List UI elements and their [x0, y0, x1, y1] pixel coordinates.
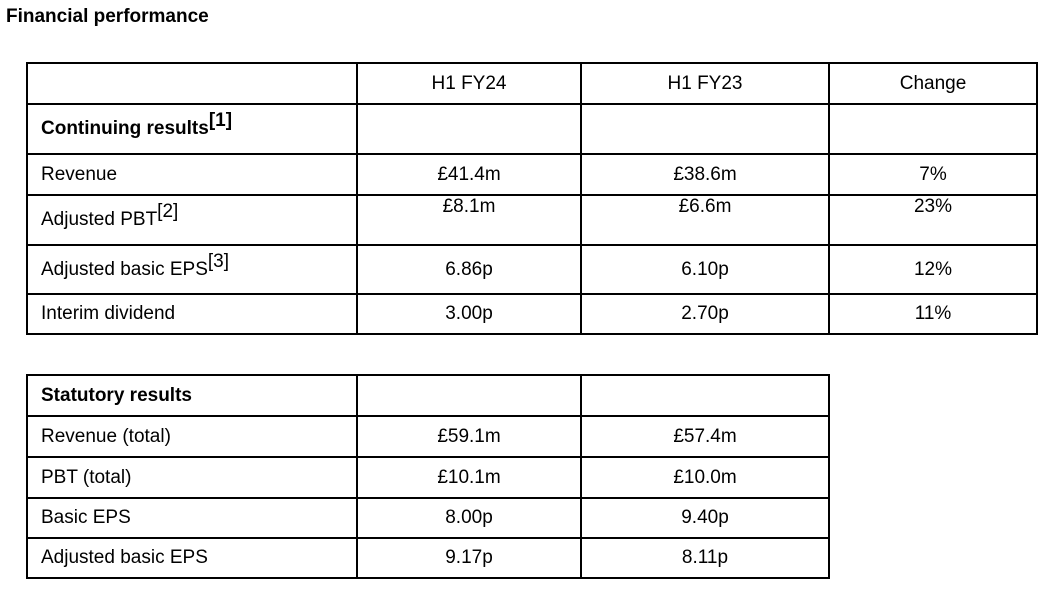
table-header-row [27, 63, 1037, 104]
row-label: Adjusted basic EPS [27, 538, 357, 578]
value-h1-fy23: £6.6m [581, 195, 829, 245]
row-label: Adjusted PBT [41, 209, 158, 230]
empty-cell [357, 104, 581, 154]
section-row-statutory [27, 375, 829, 416]
table-row [27, 538, 829, 578]
value-h1-fy23: £38.6m [581, 154, 829, 195]
page-title: Financial performance [6, 6, 209, 27]
row-label-cell [27, 195, 357, 245]
empty-cell [357, 375, 581, 416]
value-h1-fy23: £10.0m [581, 457, 829, 498]
row-label-cell [27, 245, 357, 294]
row-label: Adjusted basic EPS [41, 258, 208, 280]
value-h1-fy24: 3.00p [357, 294, 581, 334]
value-change: 7% [829, 154, 1037, 195]
continuing-results-table [26, 62, 1038, 335]
value-h1-fy23: 8.11p [581, 538, 829, 578]
section-label: Continuing results [41, 118, 209, 139]
section-row-continuing [27, 104, 1037, 154]
header-cell-change: Change [829, 63, 1037, 104]
table-row [27, 457, 829, 498]
value-h1-fy24: £10.1m [357, 457, 581, 498]
value-h1-fy23: £57.4m [581, 416, 829, 457]
table-row [27, 154, 1037, 195]
header-cell-h1-fy23: H1 FY23 [581, 63, 829, 104]
value-h1-fy24: 6.86p [357, 245, 581, 294]
empty-cell [581, 104, 829, 154]
value-change: 23% [829, 195, 1037, 245]
section-label: Statutory results [27, 375, 357, 416]
table-row [27, 498, 829, 538]
row-label: Revenue (total) [27, 416, 357, 457]
value-h1-fy24: 8.00p [357, 498, 581, 538]
statutory-results-table [26, 374, 830, 579]
value-h1-fy24: £8.1m [357, 195, 581, 245]
value-h1-fy23: 2.70p [581, 294, 829, 334]
footnote-marker: [2] [157, 201, 179, 222]
footnote-marker: [3] [207, 250, 229, 272]
value-change: 12% [829, 245, 1037, 294]
value-h1-fy24: £41.4m [357, 154, 581, 195]
value-h1-fy24: 9.17p [357, 538, 581, 578]
header-cell-h1-fy24: H1 FY24 [357, 63, 581, 104]
row-label: Revenue [27, 154, 357, 195]
table-row [27, 294, 1037, 334]
value-h1-fy23: 6.10p [581, 245, 829, 294]
table-row [27, 245, 1037, 294]
table-row [27, 195, 1037, 245]
empty-cell [829, 104, 1037, 154]
table-row [27, 416, 829, 457]
value-h1-fy24: £59.1m [357, 416, 581, 457]
header-cell-empty [27, 63, 357, 104]
row-label: PBT (total) [27, 457, 357, 498]
value-change: 11% [829, 294, 1037, 334]
value-h1-fy23: 9.40p [581, 498, 829, 538]
footnote-marker: [1] [208, 110, 233, 131]
row-label: Interim dividend [27, 294, 357, 334]
empty-cell [581, 375, 829, 416]
row-label: Basic EPS [27, 498, 357, 538]
section-label-cell [27, 104, 357, 154]
